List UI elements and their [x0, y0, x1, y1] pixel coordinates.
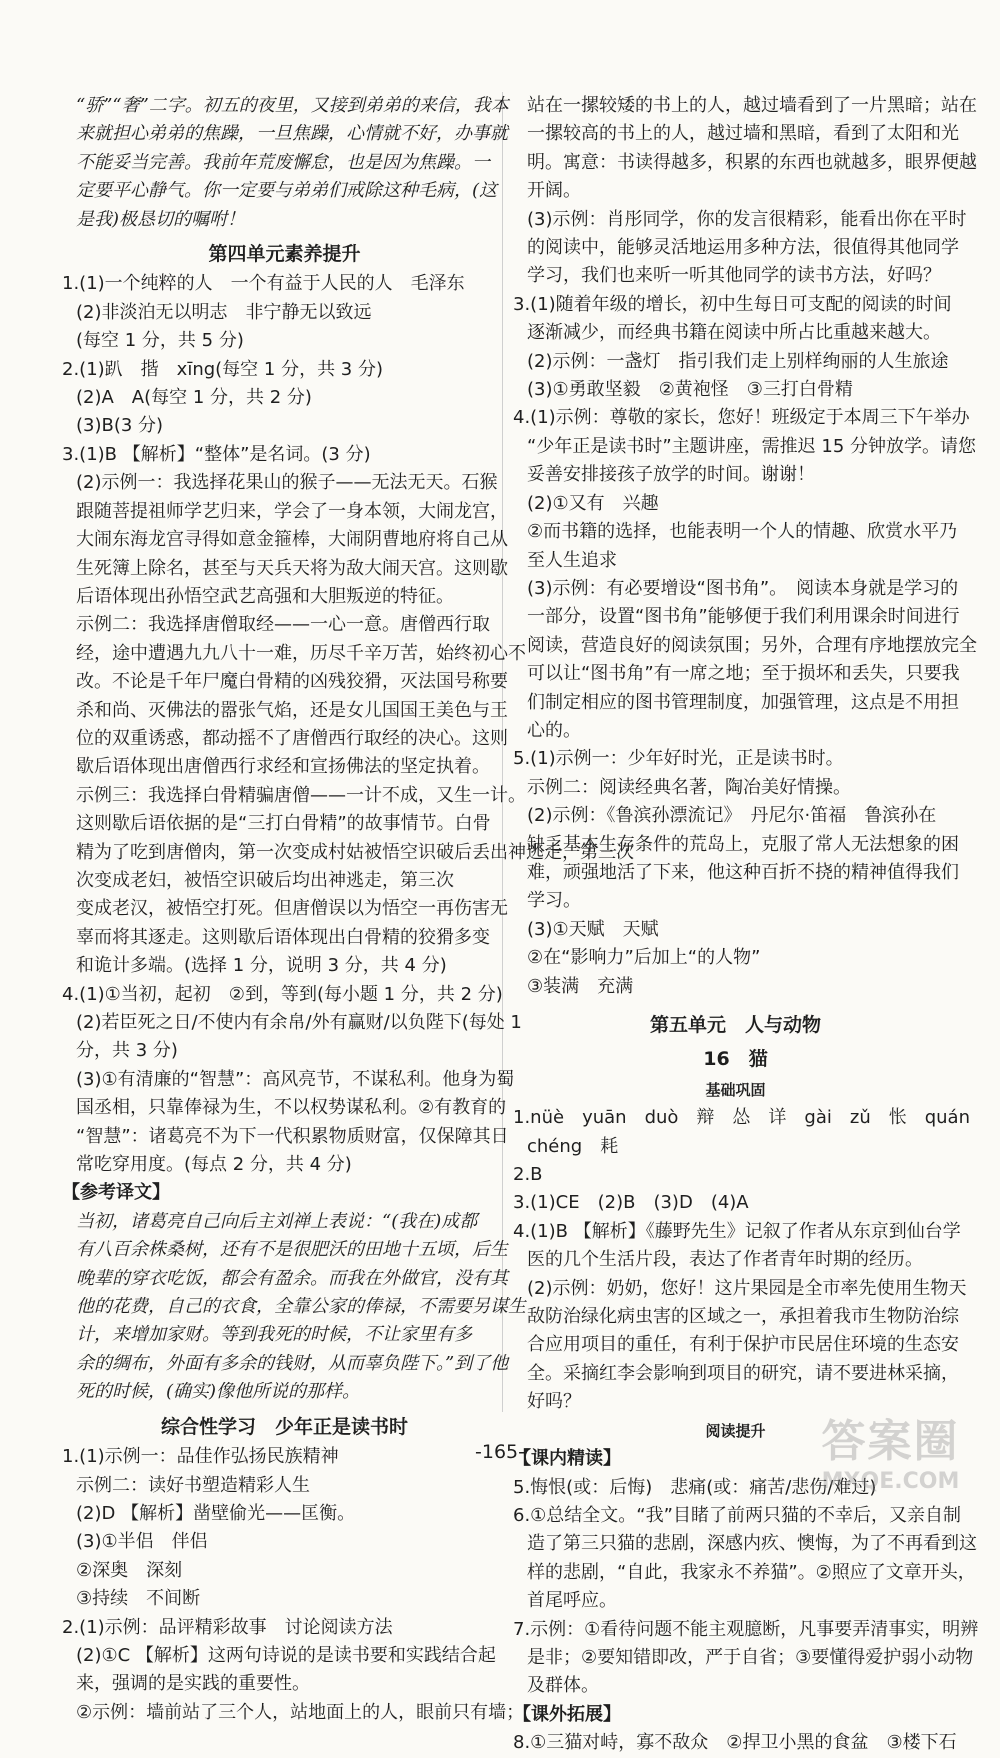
text-line: (3)①天赋 天赋 — [527, 918, 659, 940]
text-line: 次变成老妇，被悟空识破后均出神逃走，第三次 — [76, 869, 454, 891]
watermark-logo — [803, 1405, 978, 1494]
text-line: 站在一摞较矮的书上的人，越过墙看到了一片黑暗；站在 — [527, 95, 977, 116]
text-line: (2)示例：一盏灯 指引我们走上别样绚丽的人生旅途 — [527, 350, 949, 372]
text-line: 学习。 — [527, 890, 581, 912]
text-line: 是非；②要知错即改，严于自省；③要懂得爱护弱小动物 — [527, 1646, 974, 1668]
text-line: 一部分，设置“图书角”能够便于我们利用课余时间进行 — [527, 606, 960, 628]
unit5-title: 第五单元 人与动物 — [649, 1014, 821, 1036]
text-line: (2)示例一：我选择花果山的猴子——无法无天。石猴 — [76, 472, 498, 494]
text-line: 有八百余株桑树，还有不是很肥沃的田地十五顷，后生 — [76, 1239, 508, 1261]
inclass-answers — [513, 1474, 979, 1701]
text-line: (2)D 【解析】凿壁偷光——匡衡。 — [76, 1502, 356, 1524]
text-line: 和诡计多端。(选择 1 分，说明 3 分，共 4 分) — [76, 955, 447, 977]
text-line: 改。不论是千年尸魔白骨精的凶残狡猾，灭法国号称要 — [76, 671, 508, 693]
text-line: 死的时候，(确实)像他所说的那样。 — [76, 1381, 361, 1403]
text-line: ②在“影响力”后加上“的人物” — [527, 947, 761, 969]
text-line: 6.①总结全文。“我”目睹了前两只猫的不幸后，又亲自制 — [513, 1504, 961, 1526]
text-line: 生死簿上除名，甚至与天兵天将为敌大闹天宫。这则歇 — [76, 557, 508, 579]
text-line: ③持续 不间断 — [76, 1588, 201, 1610]
text-line: 敌防治绿化病虫害的区域之一，承担着我市生物防治综 — [527, 1306, 959, 1328]
text-line: 常吃穿用度。(每点 2 分，共 4 分) — [76, 1154, 352, 1176]
text-line: 是我)极恳切的嘱咐！ — [76, 208, 246, 230]
text-line: 定要平心静气。你一定要与弟弟们戒除这种毛病，(这 — [76, 180, 498, 202]
reading-answers-continued — [513, 92, 977, 1001]
section-title-reading: 综合性学习 少年正是读书时 — [160, 1415, 408, 1438]
text-line: 及群体。 — [527, 1675, 599, 1697]
text-line: 缺乏基本生存条件的荒岛上，克服了常人无法想象的困 — [527, 833, 959, 855]
reference-translation — [62, 1208, 526, 1407]
text-line: 至人生追求 — [527, 549, 617, 571]
text-line: 2.(1)示例：品评精彩故事 讨论阅读方法 — [62, 1616, 393, 1638]
text-line: 经，途中遭遇九九八十一难，历尽千辛万苦，始终初心不 — [76, 642, 526, 664]
text-line: 大闹东海龙宫寻得如意金箍棒，大闹阴曹地府将自己从 — [76, 529, 508, 551]
text-line: 不能妥当完善。我前年荒废懈怠，也是因为焦躁。一 — [76, 151, 490, 173]
text-line: 分，共 3 分) — [76, 1040, 178, 1062]
text-line: 样的悲剧，“自此，我家永不养猫”。②照应了文章开头， — [527, 1561, 976, 1583]
text-line: ②示例：墙前站了三个人，站地面上的人，眼前只有墙； — [76, 1701, 525, 1723]
reading-answers — [62, 1443, 525, 1727]
text-line: ②而书籍的选择，也能表明一个人的情趣、欣赏水平乃 — [527, 521, 958, 543]
text-line: 示例三：我选择白骨精骗唐僧——一计不成，又生一计。 — [76, 784, 526, 806]
text-line: 学习，我们也来听一听其他同学的读书方法，好吗？ — [527, 265, 941, 287]
text-line: 杀和尚、灭佛法的嚣张气焰，还是女儿国国王美色与王 — [76, 699, 508, 721]
text-line: 难，顽强地活了下来，他这种百折不挠的精神值得我们 — [527, 861, 959, 883]
text-line: 逐渐减少，而经典书籍在阅读中所占比重越来越大。 — [527, 322, 941, 344]
text-line: 变成老汉，被悟空打死。但唐僧误以为悟空一再伤害无 — [76, 898, 508, 920]
text-line: 他的花费，自己的衣食，全靠公家的俸禄，不需要另谋生 — [76, 1296, 526, 1318]
text-line: 开阔。 — [527, 180, 581, 202]
text-line: 晚辈的穿衣吃饭，都会有盈余。而我在外做官，没有其 — [76, 1267, 508, 1289]
text-line: 心的。 — [527, 719, 581, 741]
text-line: (3)B(3 分) — [76, 415, 164, 437]
text-line: 国丞相，只靠俸禄为生，不以权势谋私利。②有教育的 — [76, 1097, 507, 1119]
text-line: ②深奥 深刻 — [76, 1559, 183, 1581]
reading-heading: 阅读提升 — [705, 1421, 766, 1440]
text-line: 好吗？ — [527, 1391, 581, 1413]
text-line: 阅读，营造良好的阅读氛围；另外，合理有序地摆放完全 — [527, 634, 977, 656]
text-line: (2)①C 【解析】这两句诗说的是读书要和实践结合起 — [76, 1644, 496, 1666]
text-line: (2)A A(每空 1 分，共 2 分) — [76, 387, 312, 409]
text-line: 医的几个生活片段，表达了作者青年时期的经历。 — [527, 1249, 923, 1271]
text-line: (3)①勇敢坚毅 ②黄袍怪 ③三打白骨精 — [527, 379, 853, 401]
letter-translation-end — [62, 92, 507, 234]
outclass-tag: 【课外拓展】 — [513, 1703, 621, 1725]
text-line: 精为了吃到唐僧肉，第一次变成村姑被悟空识破后丢出神逃走，第三次 — [76, 841, 634, 863]
text-line: (2)若臣死之日/不使内有余帛/外有赢财/以负陛下(每处 1 — [76, 1012, 522, 1033]
text-line: 2.B — [513, 1164, 543, 1186]
text-line: 4.(1)B 【解析】《藤野先生》记叙了作者从东京到仙台学 — [513, 1220, 961, 1242]
inclass-tag: 【课内精读】 — [513, 1448, 621, 1470]
text-line: 合应用项目的重任，有利于保护市民居住环境的生态安 — [527, 1334, 959, 1356]
text-line: 一摞较高的书上的人，越过墙和黑暗，看到了太阳和光 — [527, 123, 959, 145]
text-line: 示例二：读好书塑造精彩人生 — [76, 1474, 310, 1496]
text-line: 造了第三只猫的悲剧，深感内疚、懊悔，为了不再看到这 — [527, 1533, 977, 1555]
text-line: 们制定相应的图书管理制度，加强管理，这点是不用担 — [527, 691, 959, 713]
text-line: “智慧”：诸葛亮不为下一代积累物质财富，仅保障其日 — [76, 1125, 509, 1147]
text-line: (3)示例：肖彤同学，你的发言很精彩，能看出你在平时 — [527, 208, 967, 230]
text-line: (2)示例：《鲁滨孙漂流记》 丹尼尔·笛福 鲁滨孙在 — [527, 805, 937, 827]
text-line: 后语体现出孙悟空武艺高强和大胆叛逆的特征。 — [76, 585, 454, 607]
basics-answers — [513, 1104, 970, 1416]
text-line: 当初，诸葛亮自己向后主刘禅上表说：“(我在)成都 — [76, 1210, 478, 1232]
text-line: 全。采摘红李会影响到项目的研究，请不要进林采摘， — [527, 1362, 959, 1384]
text-line: 示例二：我选择唐僧取经——一心一意。唐僧西行取 — [76, 614, 490, 636]
text-line: 4.(1)①当初，起初 ②到，等到(每小题 1 分，共 2 分) — [62, 983, 503, 1005]
right-column — [513, 92, 979, 1758]
text-line: “骄”“奢”二字。初五的夜里，又接到弟弟的来信，我本 — [76, 95, 509, 116]
text-line: chéng 耗 — [527, 1135, 619, 1157]
section-title-unit4: 第四单元素养提升 — [208, 243, 361, 266]
text-line: 跟随菩提祖师学艺归来，学会了一身本领，大闹龙宫， — [76, 500, 508, 522]
text-line: 2.(1)趴 揩 xīng(每空 1 分，共 3 分) — [62, 358, 383, 380]
text-line: (每空 1 分，共 5 分) — [76, 330, 244, 352]
text-line: 的阅读中，能够灵活地运用多种方法，很值得其他同学 — [527, 237, 959, 259]
watermark-logo-text: 答案圈 — [821, 1416, 960, 1467]
text-line: 5.悔恨(或：后悔) 悲痛(或：痛苦/悲伤/难过) — [513, 1476, 877, 1498]
text-line: 1.(1)一个纯粹的人 一个有益于人民的人 毛泽东 — [62, 273, 465, 295]
text-line: 来，强调的是实践的重要性。 — [76, 1673, 310, 1695]
watermark-site-text: MXQE.COM — [821, 1469, 960, 1494]
text-line: 余的绸布，外面有多余的钱财，从而辜负陛下。”到了他 — [76, 1352, 509, 1374]
text-line: 8.①三猫对峙，寡不敌众 ②捍卫小黑的食盆 ③楼下石 — [513, 1732, 957, 1754]
text-line: 示例二：阅读经典名著，陶冶美好情操。 — [527, 776, 851, 798]
outclass-answers — [513, 1729, 958, 1757]
text-line: 3.(1)B 【解析】“整体”是名词。(3 分) — [62, 443, 371, 465]
text-line: 3.(1)随着年级的增长，初中生每日可支配的阅读的时间 — [513, 293, 952, 315]
text-line: 首尾呼应。 — [527, 1590, 617, 1612]
text-line: ③装满 充满 — [527, 975, 634, 997]
text-line: (2)①又有 兴趣 — [527, 492, 659, 514]
text-line: 明。寓意：书读得越多，积累的东西也就越多，眼界便越 — [527, 151, 977, 173]
text-line: 这则歇后语依据的是“三打白骨精”的故事情节。白骨 — [76, 813, 491, 835]
text-line: 妥善安排接孩子放学的时间。谢谢！ — [527, 464, 815, 486]
text-line: (2)非淡泊无以明志 非宁静无以致远 — [76, 301, 372, 323]
text-line: 位的双重诱惑，都动摇不了唐僧西行取经的决心。这则 — [76, 727, 508, 749]
text-line: “少年正是读书时”主题讲座，需推迟 15 分钟放学。请您 — [527, 435, 976, 457]
page-number: -165- — [475, 1441, 525, 1463]
text-line: 7.示例：①看待问题不能主观臆断，凡事要弄清事实，明辨 — [513, 1618, 979, 1640]
basics-heading: 基础巩固 — [705, 1080, 766, 1099]
text-line: 辜而将其逐走。这则歇后语体现出白骨精的狡猾多变 — [76, 926, 490, 948]
text-line: 来就担心弟弟的焦躁，一旦焦躁，心情就不好，办事就 — [76, 123, 508, 145]
lesson-title: 16 猫 — [703, 1048, 768, 1071]
text-line: 歇后语体现出唐僧西行求经和宣扬佛法的坚定执着。 — [76, 756, 490, 778]
text-line: 可以让“图书角”有一席之地；至于损坏和丢失，只要我 — [527, 663, 960, 685]
text-line: 计，来增加家财。等到我死的时候，不让家里有多 — [76, 1324, 472, 1346]
text-line: (3)①半侣 伴侣 — [76, 1531, 208, 1553]
text-line: 4.(1)示例：尊敬的家长，您好！班级定于本周三下午举办 — [513, 407, 970, 429]
text-line: 1.nüè yuān duò 辩 怂 详 gài zǔ 怅 quán — [513, 1107, 970, 1129]
reference-translation-tag: 【参考译文】 — [62, 1182, 170, 1204]
text-line: (2)示例：奶奶，您好！这片果园是全市率先使用生物天 — [527, 1277, 967, 1299]
text-line: 1.(1)示例一：品佳作弘扬民族精神 — [62, 1446, 339, 1468]
text-line: 3.(1)CE (2)B (3)D (4)A — [513, 1192, 749, 1214]
text-line: 5.(1)示例一：少年好时光，正是读书时。 — [513, 748, 844, 770]
text-line: (3)示例：有必要增设“图书角”。 阅读本身就是学习的 — [527, 577, 959, 599]
text-line: (3)①有清廉的“智慧”：高风亮节，不谋私利。他身为蜀 — [76, 1068, 515, 1090]
